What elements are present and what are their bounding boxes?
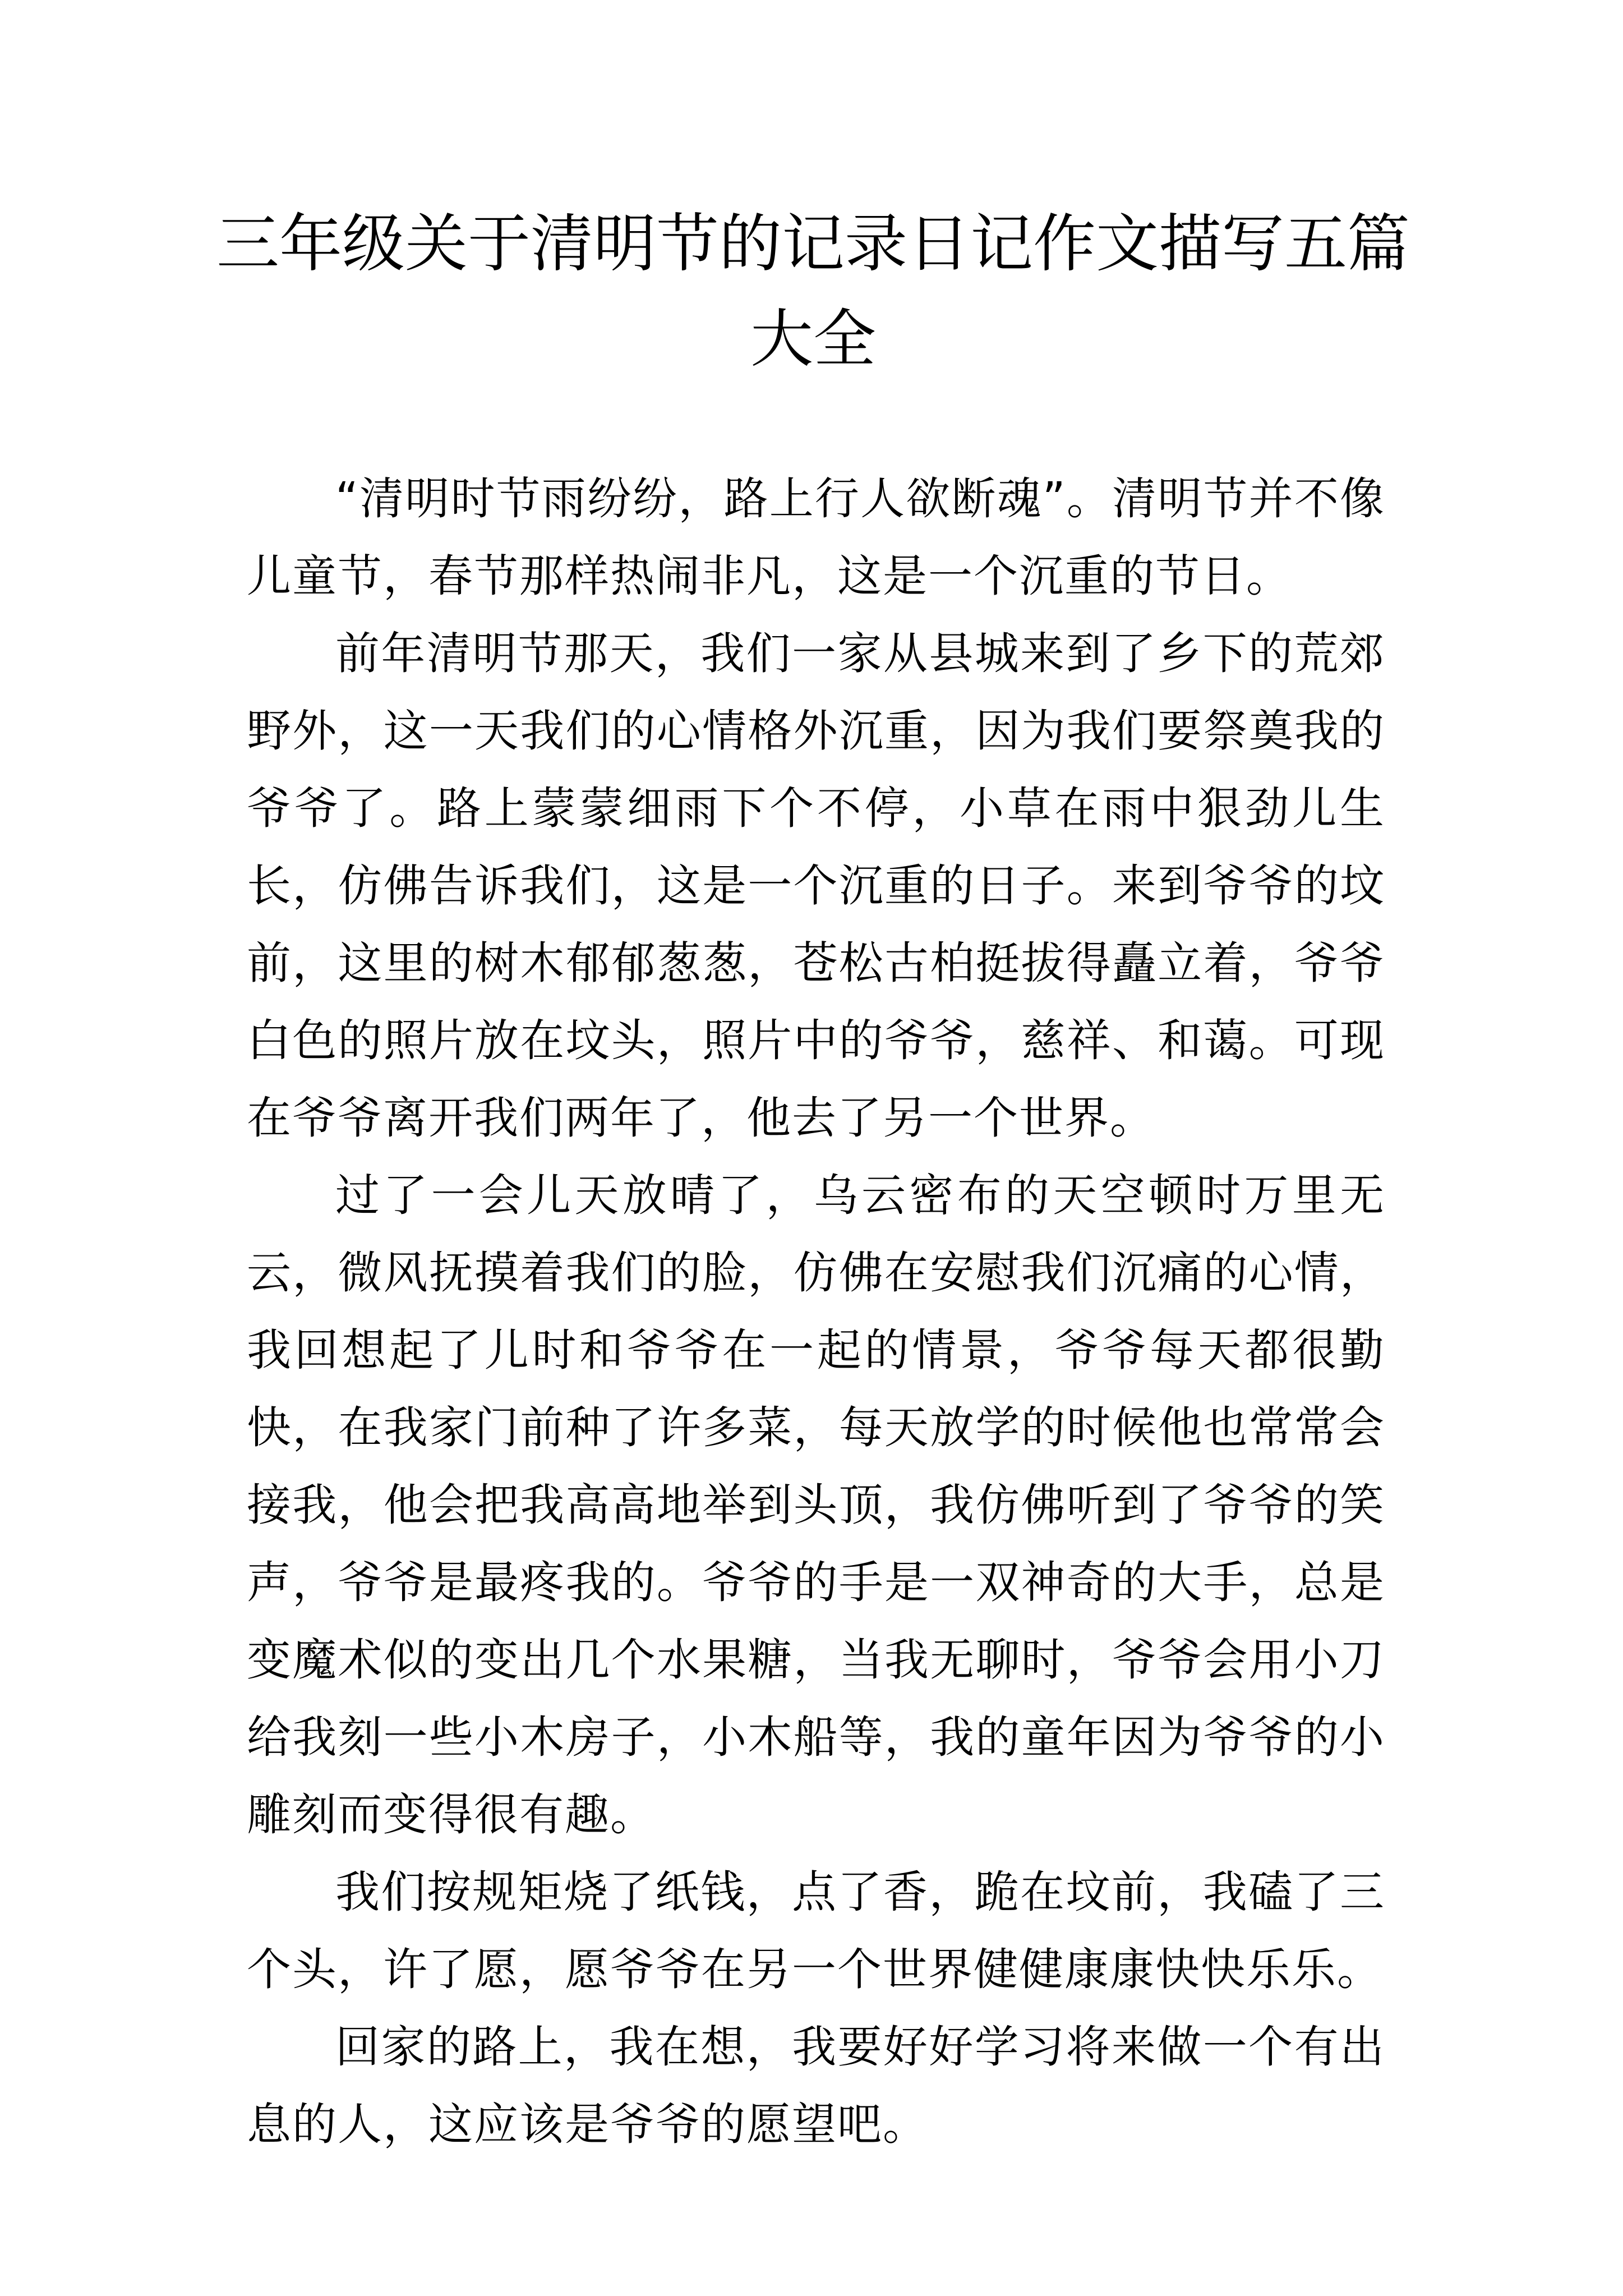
paragraph-2: 前年清明节那天，我们一家从县城来到了乡下的荒郊野外，这一天我们的心情格外沉重，因为我们要祭奠我的爷爷了。路上蒙蒙细雨下个不停，小草在雨中狠劲儿生长，仿佛告诉我们，这是一个沉重的日子。来到爷爷的坟前，这里的树木郁郁葱葱，苍松古柏挺拔得矗立着，爷爷白色的照片放在坟头，照片中的爷爷，慈祥、和蔼。可现在爷爷离开我们两年了，他去了另一个世界。 <box>247 628 1385 1144</box>
paragraph-1: “清明时节雨纷纷，路上行人欲断魂”。清明节并不像儿童节，春节那样热闹非凡，这是一个沉重的节日。 <box>247 473 1385 602</box>
document-title: 三年级关于清明节的记录日记作文描写五篇大全 <box>216 208 1410 376</box>
paragraph-3: 过了一会儿天放晴了，乌云密布的天空顿时万里无云，微风抚摸着我们的脸，仿佛在安慰我们沉痛的心情，我回想起了儿时和爷爷在一起的情景，爷爷每天都很勤快，在我家门前种了许多菜，每天放学的时候他也常常会接我，他会把我高高地举到头顶，我仿佛听到了爷爷的笑声，爷爷是最疼我的。爷爷的手是一双神奇的大手，总是变魔术似的变出几个水果糖，当我无聊时，爷爷会用小刀给我刻一些小木房子，小木船等，我的童年因为爷爷的小雕刻而变得很有趣。 <box>247 1170 1385 1841</box>
document-body <box>247 460 1385 2163</box>
paragraph-4: 我们按规矩烧了纸钱，点了香，跪在坟前，我磕了三个头，许了愿，愿爷爷在另一个世界健健康康快快乐乐。 <box>247 1866 1385 1995</box>
paragraph-5: 回家的路上，我在想，我要好好学习将来做一个有出息的人，这应该是爷爷的愿望吧。 <box>247 2021 1385 2150</box>
